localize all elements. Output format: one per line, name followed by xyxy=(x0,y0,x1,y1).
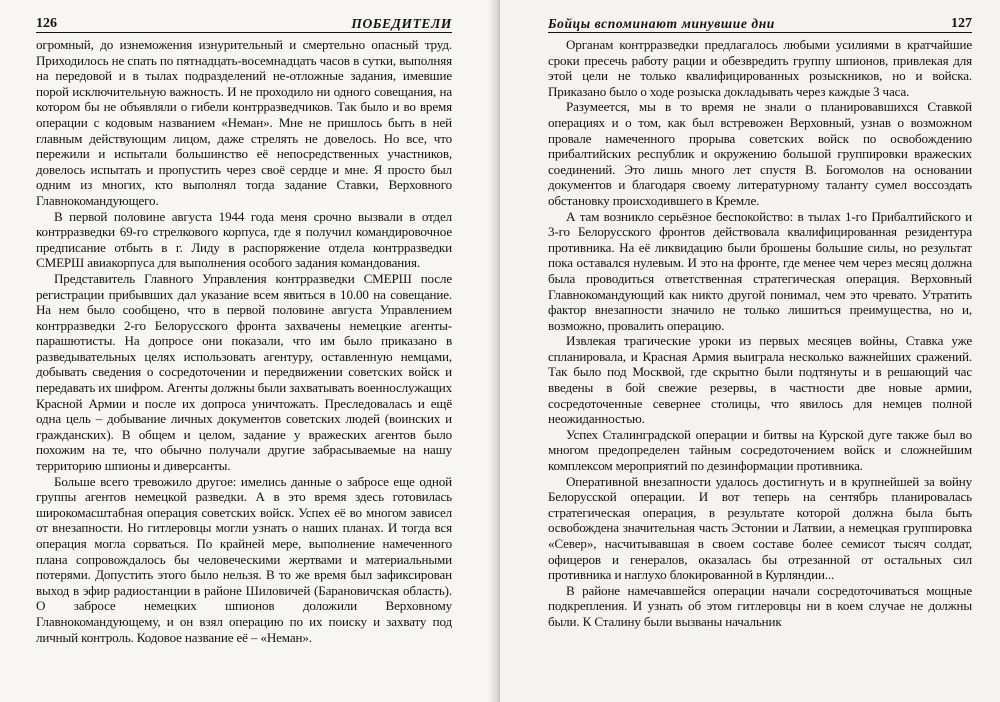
paragraph: Органам контрразведки предлагалось любыми усилиями в кратчайшие сроки пресечь работу рации и обезвредить группу шпионов, привлекая для этой цели не только квалифицированных розыскников, но и войска. Приказано было о ходе розыска докладывать через каждые 3 часа. xyxy=(548,37,972,99)
page-number: 127 xyxy=(951,16,972,31)
paragraph: Оперативной внезапности удалось достигнуть и в крупнейшей за войну Белорусской операции. И вот теперь на сентябрь планировалась стратегическая операция, в результате которой должна была быть освобождена значительная часть Эстонии и Латвии, а немецкая группировка «Север», насчитывавшая в своем составе более семисот тысяч солдат, офицеров и генералов, оказалась бы отрезанной от остальных сил противника и наглухо блокированной в Курляндии... xyxy=(548,473,972,583)
running-title: Бойцы вспоминают минувшие дни xyxy=(548,16,775,31)
page-body xyxy=(36,37,452,645)
page-header xyxy=(548,6,972,33)
paragraph: А там возникло серьёзное беспокойство: в тылах 1-го Прибалтийского и 3-го Белорусского фронтов действовала квалифицированная резидентура противника. На её ликвидацию были брошены большие силы, но результат пока оставался нулевым. И это на фронте, где менее чем через месяц должна была проводиться ответственная стратегическая операция. Верховный Главнокомандующий как никто другой понимал, чем это чревато. Утратить фактор внезапности значило не только лишиться преимущества, но и, возможно, провалить операцию. xyxy=(548,208,972,333)
page-body xyxy=(548,37,972,630)
page-number: 126 xyxy=(36,16,57,31)
right-page xyxy=(500,0,1000,702)
paragraph: В первой половине августа 1944 года меня срочно вызвали в отдел контрразведки 69-го стрелкового корпуса, где я получил командировочное предписание отбыть в г. Лиду в распоряжение отдела контрразведки СМЕРШ авиакорпуса для выполнения особого задания командования. xyxy=(36,208,452,271)
paragraph: огромный, до изнеможения изнурительный и смертельно опасный труд. Приходилось не спать по пятнадцать-восемнадцать часов в сутки, выполняя на передовой и в тылах подразделений не-отложные задания, имевшие порой исключительную важность. И не проходило ни одного совещания, на котором бы не объявляли о гибели контрразведчиков. Так было и во время операции с кодовым названием «Неман». Мне не пришлось быть в ней главным действующим лицом, даже стрелять не довелось. Но все, что пережили и испытали большинство её непосредственных участников, довелось испытать и пропустить через своё сердце и мне. Я просто был одним из многих, кто выполнял тогда задание Ставки, Верховного Главнокомандующего. xyxy=(36,37,452,208)
paragraph: Извлекая трагические уроки из первых месяцев войны, Ставка уже спланировала, и Красная Армия выиграла несколько важнейших сражений. Так было под Москвой, где скрытно были подтянуты и в решающий час введены в бой свежие резервы, в частности две новые армии, сосредоточенные севернее столицы, что явилось для немцев полной неожиданностью. xyxy=(548,333,972,427)
page-header xyxy=(36,6,452,33)
paragraph: Успех Сталинградской операции и битвы на Курской дуге также был во многом предопределен тайным сосредоточением войск и сложнейшим комплексом мероприятий по дезинформации противника. xyxy=(548,426,972,474)
paragraph: В районе намечавшейся операции начали сосредоточиваться мощные подкрепления. И узнать об этом гитлеровцы ни в коем случае не должны были. К Сталину были вызваны начальник xyxy=(548,582,972,629)
running-title: ПОБЕДИТЕЛИ xyxy=(351,16,452,31)
paragraph: Разумеется, мы в то время не знали о планировавшихся Ставкой операциях и о том, как был встревожен Верховный, узнав о возможном провале намеченного прорыва советских войск по освобождению прибалтийских республик и окружению большой группировки вражеских соединений. Это лишь много лет спустя В. Богомолов на основании документов и благодаря своему литературному таланту сумел воссоздать обстановку происходившего в Кремле. xyxy=(548,99,972,208)
paragraph: Представитель Главного Управления контрразведки СМЕРШ после регистрации прибывших дал указание всем явиться в 10.00 на совещание. На нем было сообщено, что в первой половине августа Управлением контрразведки 2-го Белорусского фронта захвачены немецкие агенты-парашютисты. На допросе они показали, что им было приказано в разведывательных целях использовать агентуру, оставленную немцами, добывать сведения о сосредоточении и передвижении советских войск и передавать их шифром. Агенты должны были захватывать военнослужащих Красной Армии и после их допроса уничтожать. Преследовалась и ещё одна цель – добывание личных документов советских людей (воинских и гражданских). В общем и целом, задание у вражеских агентов было похожим на те, что обычно получали другие забрасываемые на нашу территорию шпионы и диверсанты. xyxy=(36,270,452,474)
paragraph: Больше всего тревожило другое: имелись данные о забросе еще одной группы агентов немецкой разведки. А в это время здесь готовилась широкомасштабная операция советских войск. Успех её во многом зависел от внезапности. Но гитлеровцы могли узнать о наших планах. И тогда вся операция могла сорваться. По крайней мере, выполнение намеченного плана сопровождалось бы человеческими жертвами и материальными потерями. Допустить этого было нельзя. В то же время был зафиксирован выход в эфир радиостанции в районе Шиловичей (Барановичская область). О забросе немецких шпионов доложили Верховному Главнокомандующему, и он взял операцию по их поиску и захвату под личный контроль. Кодовое название её – «Неман». xyxy=(36,473,452,645)
